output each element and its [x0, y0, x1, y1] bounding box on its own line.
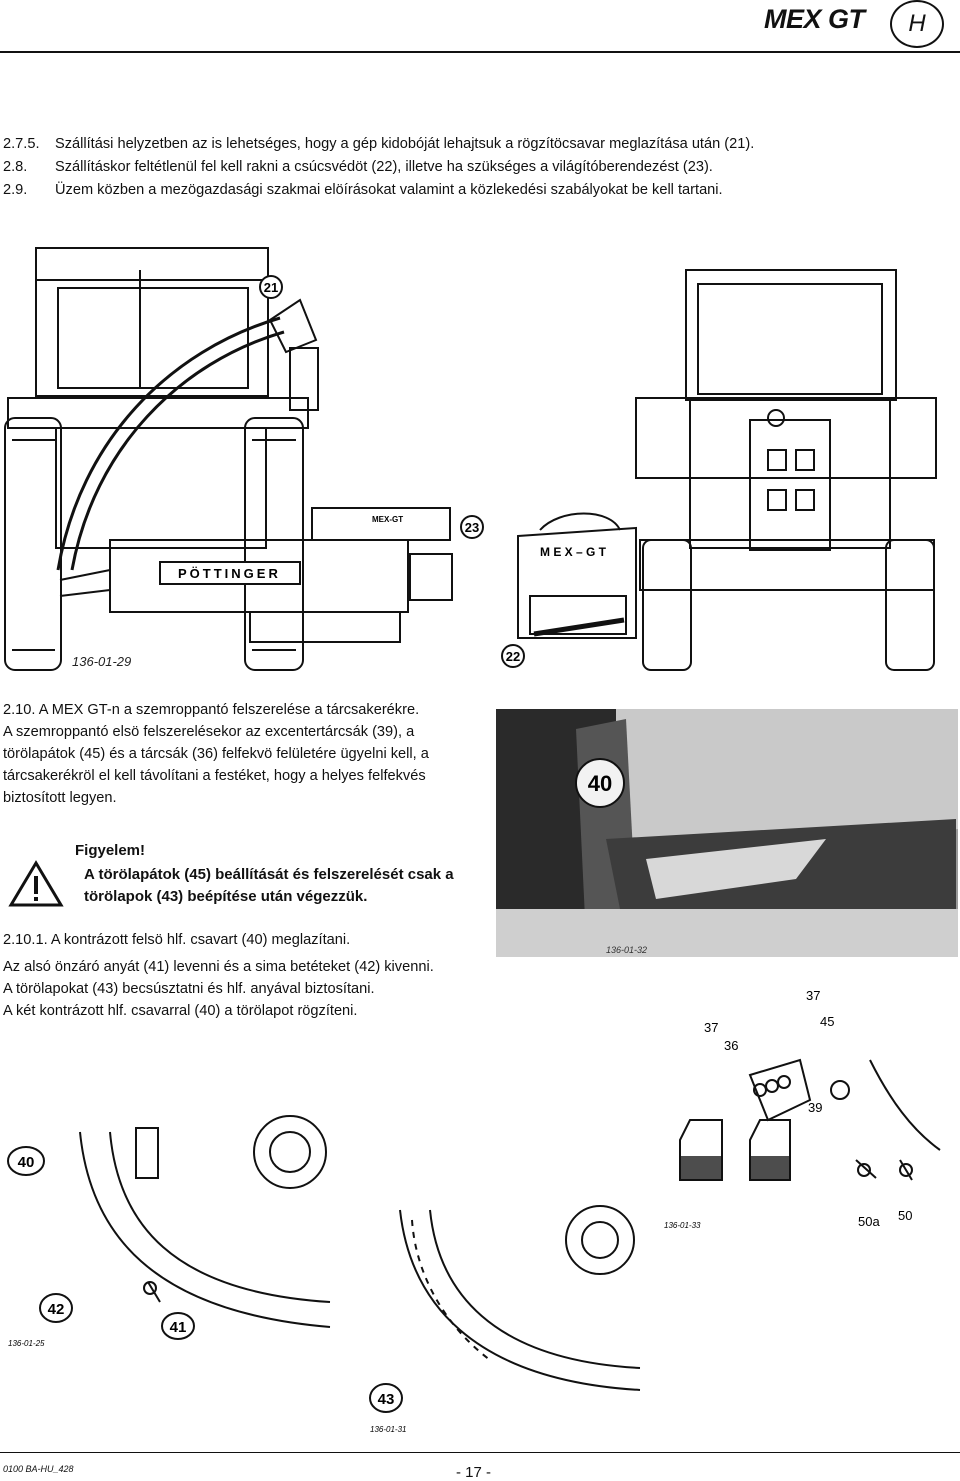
photo-code: 136-01-32	[606, 945, 648, 955]
svg-text:41: 41	[169, 1319, 187, 1336]
callout-42	[40, 1294, 72, 1322]
mid-figure-code: 136-01-31	[370, 1425, 407, 1434]
left-figure-code: 136-01-25	[8, 1339, 45, 1348]
parts-figure-code: 136-01-33	[664, 1221, 701, 1230]
left-tractor-drawing	[5, 248, 452, 670]
tractor-transport-figure	[0, 240, 960, 680]
page-number: - 17 -	[456, 1464, 492, 1481]
part-label-50: 50	[898, 1208, 913, 1223]
brand-label: PÖTTINGER	[178, 566, 281, 581]
callout-41	[162, 1313, 194, 1339]
svg-text:22: 22	[505, 649, 521, 664]
warning-triangle-icon	[8, 860, 64, 908]
warning-text: A törölapátok (45) beállítását és felszerelését csak a törölapok (43) beépítése után végezzük.	[84, 866, 454, 905]
step-1: 2.10.1. A kontrázott felsö hlf. csavart (40) meglazítani.	[3, 932, 351, 948]
section-heading: 2.10. A MEX GT-n a szemroppantó felszerelése a tárcsakerékre.	[3, 702, 420, 718]
callout-40-left	[8, 1147, 44, 1175]
document-code: 0100 BA-HU_428	[3, 1464, 74, 1474]
callout-22	[502, 645, 524, 667]
parts-exploded-figure	[650, 980, 960, 1240]
callout-43	[370, 1384, 402, 1412]
part-label-39: 39	[808, 1100, 823, 1115]
part-label-37b: 37	[704, 1020, 719, 1035]
part-label-45: 45	[820, 1014, 835, 1029]
language-code-badge: H	[890, 0, 944, 48]
step-4: A két kontrázott hlf. csavarral (40) a törölapot rögzíteni.	[3, 1003, 358, 1019]
section-paragraph: A szemroppantó elsö felszerelésekor az excentertárcsák (39), a törölapátok (45) és a tárcsák (36) felfekvö felületére ügyelni kell, a tárcsakerékröl el kell távolítani a festéket, hogy a helyes felfekvés biztosított legyen.	[3, 724, 429, 806]
figure-code: 136-01-29	[72, 654, 132, 669]
svg-text:23: 23	[464, 520, 480, 535]
disc-scraper-figure-left	[0, 1112, 350, 1352]
model-tag-front: M E X – G T	[540, 545, 607, 559]
svg-text:42: 42	[47, 1301, 65, 1318]
disc-scraper-figure-mid	[360, 1200, 650, 1440]
scraper-photo	[496, 709, 958, 957]
step-2: Az alsó önzáró anyát (41) levenni és a sima betéteket (42) kivenni.	[3, 959, 434, 975]
step-3: A törölapokat (43) becsúsztatni és hlf. anyával biztosítani.	[3, 981, 375, 997]
callout-23	[461, 516, 483, 538]
header-rule	[0, 51, 960, 53]
warning-heading: Figyelem!	[75, 842, 146, 859]
right-tractor-drawing	[518, 270, 936, 670]
item-row: 2.7.5. Szállítási helyzetben az is lehetséges, hogy a gép kidobóját lehajtsuk a rögzítöcsavar meglazítása után (21).	[3, 136, 755, 152]
model-tag-small: MEX-GT	[372, 515, 404, 524]
part-label-36: 36	[724, 1038, 739, 1053]
part-label-50a: 50a	[858, 1214, 880, 1229]
item-row: 2.9. Üzem közben a mezögazdasági szakmai elöírásokat valamint a közlekedési szabályokat be kell tartani.	[3, 182, 723, 198]
numbered-items	[3, 133, 953, 202]
svg-text:40: 40	[17, 1154, 35, 1171]
svg-text:21: 21	[263, 280, 279, 295]
document-title: MEX GT	[764, 4, 865, 34]
part-label-37a: 37	[806, 988, 821, 1003]
callout-21	[260, 276, 282, 298]
footer-rule	[0, 1452, 960, 1453]
photo-callout-40: 40	[587, 771, 613, 796]
svg-text:43: 43	[377, 1391, 395, 1408]
item-row: 2.8. Szállításkor feltétlenül fel kell rakni a csúcsvédöt (22), illetve ha szükséges a világítóberendezést (23).	[3, 159, 713, 175]
